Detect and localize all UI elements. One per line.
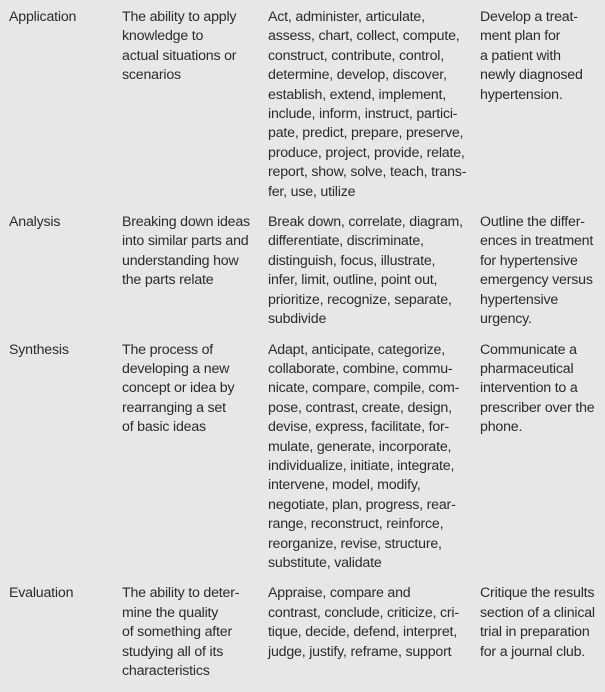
verbs-cell-line: range, reconstruct, reinforce, [268,516,444,533]
level-cell-line: Synthesis [9,341,69,358]
verbs-cell-line: reorganize, revise, structure, [268,535,442,552]
definition-cell [122,584,268,681]
example-cell-line: a patient with [480,47,561,64]
verbs-cell-line: report, show, solve, teach, trans- [268,164,467,181]
example-cell-line: for a journal club. [480,643,586,660]
table-row-analysis [0,213,605,340]
definition-cell-line: the parts relate [122,272,214,289]
example-cell-line: hypertension. [480,86,563,103]
definition-cell-line: actual situations or [122,47,237,64]
definition-cell [122,213,268,329]
definition-cell-line: concept or idea by [122,380,235,397]
definition-cell-line: developing a new [122,360,230,377]
verbs-cell-line: determine, develop, discover, [268,67,447,84]
verbs-cell-line: pose, contrast, create, design, [268,399,452,416]
verbs-cell-line: include, inform, instruct, partici- [268,106,458,123]
definition-cell-line: The ability to deter- [122,585,240,602]
verbs-cell [268,213,480,329]
example-cell-line: section of a clinical [480,604,595,621]
verbs-cell-line: contrast, conclude, criticize, cri- [268,604,459,621]
level-cell-line: Application [9,9,77,25]
definition-cell-line: characteristics [122,663,210,679]
verbs-cell-line: subdivide [268,311,327,328]
level-cell [0,584,122,681]
definition-cell-line: studying all of its [122,643,224,660]
example-cell [480,8,605,202]
definition-cell-line: The process of [122,341,214,358]
verbs-cell-line: negotiate, plan, progress, rear- [268,496,456,513]
verbs-cell-line: mulate, generate, incorporate, [268,438,452,455]
definition-cell-line: into similar parts and [122,233,249,250]
example-cell-line: for hypertensive [480,252,578,269]
example-cell-line: newly diagnosed [480,67,583,84]
definition-cell [122,8,268,202]
verbs-cell-line: infer, limit, outline, point out, [268,272,438,289]
definition-cell-line: knowledge to [122,28,204,45]
level-cell [0,341,122,574]
example-cell-line: Critique the results [480,585,595,602]
example-cell-line: Communicate a [480,341,577,358]
verbs-cell-line: individualize, initiate, integrate, [268,457,455,474]
example-cell-line: ment plan for [480,28,561,45]
example-cell-line: Outline the differ- [480,214,585,231]
table-row-evaluation [0,584,605,692]
verbs-cell-line: nicate, compare, compile, com- [268,380,460,397]
verbs-cell-line: Break down, correlate, diagram, [268,214,463,231]
example-cell-line: emergency versus [480,272,593,289]
example-cell-line: Develop a treat- [480,9,578,25]
level-cell-line: Evaluation [9,585,74,602]
verbs-cell-line: Adapt, anticipate, categorize, [268,341,445,358]
verbs-cell-line: produce, project, provide, relate, [268,144,465,161]
verbs-cell-line: collaborate, combine, commu- [268,360,453,377]
example-cell-line: intervention to a [480,380,578,397]
verbs-cell-line: establish, extend, implement, [268,86,446,103]
verbs-cell-line: pate, predict, prepare, preserve, [268,125,464,142]
level-cell [0,213,122,329]
example-cell [480,341,605,574]
example-cell-line: phone. [480,419,523,436]
verbs-cell-line: Appraise, compare and [268,585,411,602]
definition-cell-line: of something after [122,624,232,641]
level-cell-line: Analysis [9,214,61,231]
definition-cell-line: Breaking down ideas [122,214,250,231]
definition-cell-line: understanding how [122,252,239,269]
verbs-cell [268,584,480,681]
example-cell-line: pharmaceutical [480,360,574,377]
table-row-synthesis [0,341,605,585]
table-row-application [0,8,605,213]
definition-cell-line: of basic ideas [122,419,206,436]
definition-cell-line: rearranging a set [122,399,226,416]
definition-cell [122,341,268,574]
verbs-cell-line: fer, use, utilize [268,183,356,200]
example-cell-line: trial in preparation [480,624,590,641]
definition-cell-line: The ability to apply [122,9,237,25]
verbs-cell-line: devise, express, facilitate, for- [268,419,450,436]
example-cell-line: hypertensive [480,291,559,308]
example-cell [480,213,605,329]
definition-cell-line: mine the quality [122,604,219,621]
example-cell-line: ences in treatment [480,233,594,250]
verbs-cell-line: intervene, model, modify, [268,477,421,494]
verbs-cell-line: assess, chart, collect, compute, [268,28,460,45]
verbs-cell-line: prioritize, recognize, separate, [268,291,452,308]
verbs-cell [268,8,480,202]
definition-cell-line: scenarios [122,67,181,84]
example-cell-line: urgency. [480,311,532,328]
verbs-cell [268,341,480,574]
example-cell-line: prescriber over the [480,399,595,416]
example-cell [480,584,605,681]
verbs-cell-line: substitute, validate [268,554,382,571]
verbs-cell-line: construct, contribute, control, [268,47,444,64]
verbs-cell-line: differentiate, discriminate, [268,233,424,250]
level-cell [0,8,122,202]
verbs-cell-line: distinguish, focus, illustrate, [268,252,436,269]
verbs-cell-line: Act, administer, articulate, [268,9,425,25]
verbs-cell-line: judge, justify, reframe, support [268,643,452,660]
verbs-cell-line: tique, decide, defend, interpret, [268,624,458,641]
